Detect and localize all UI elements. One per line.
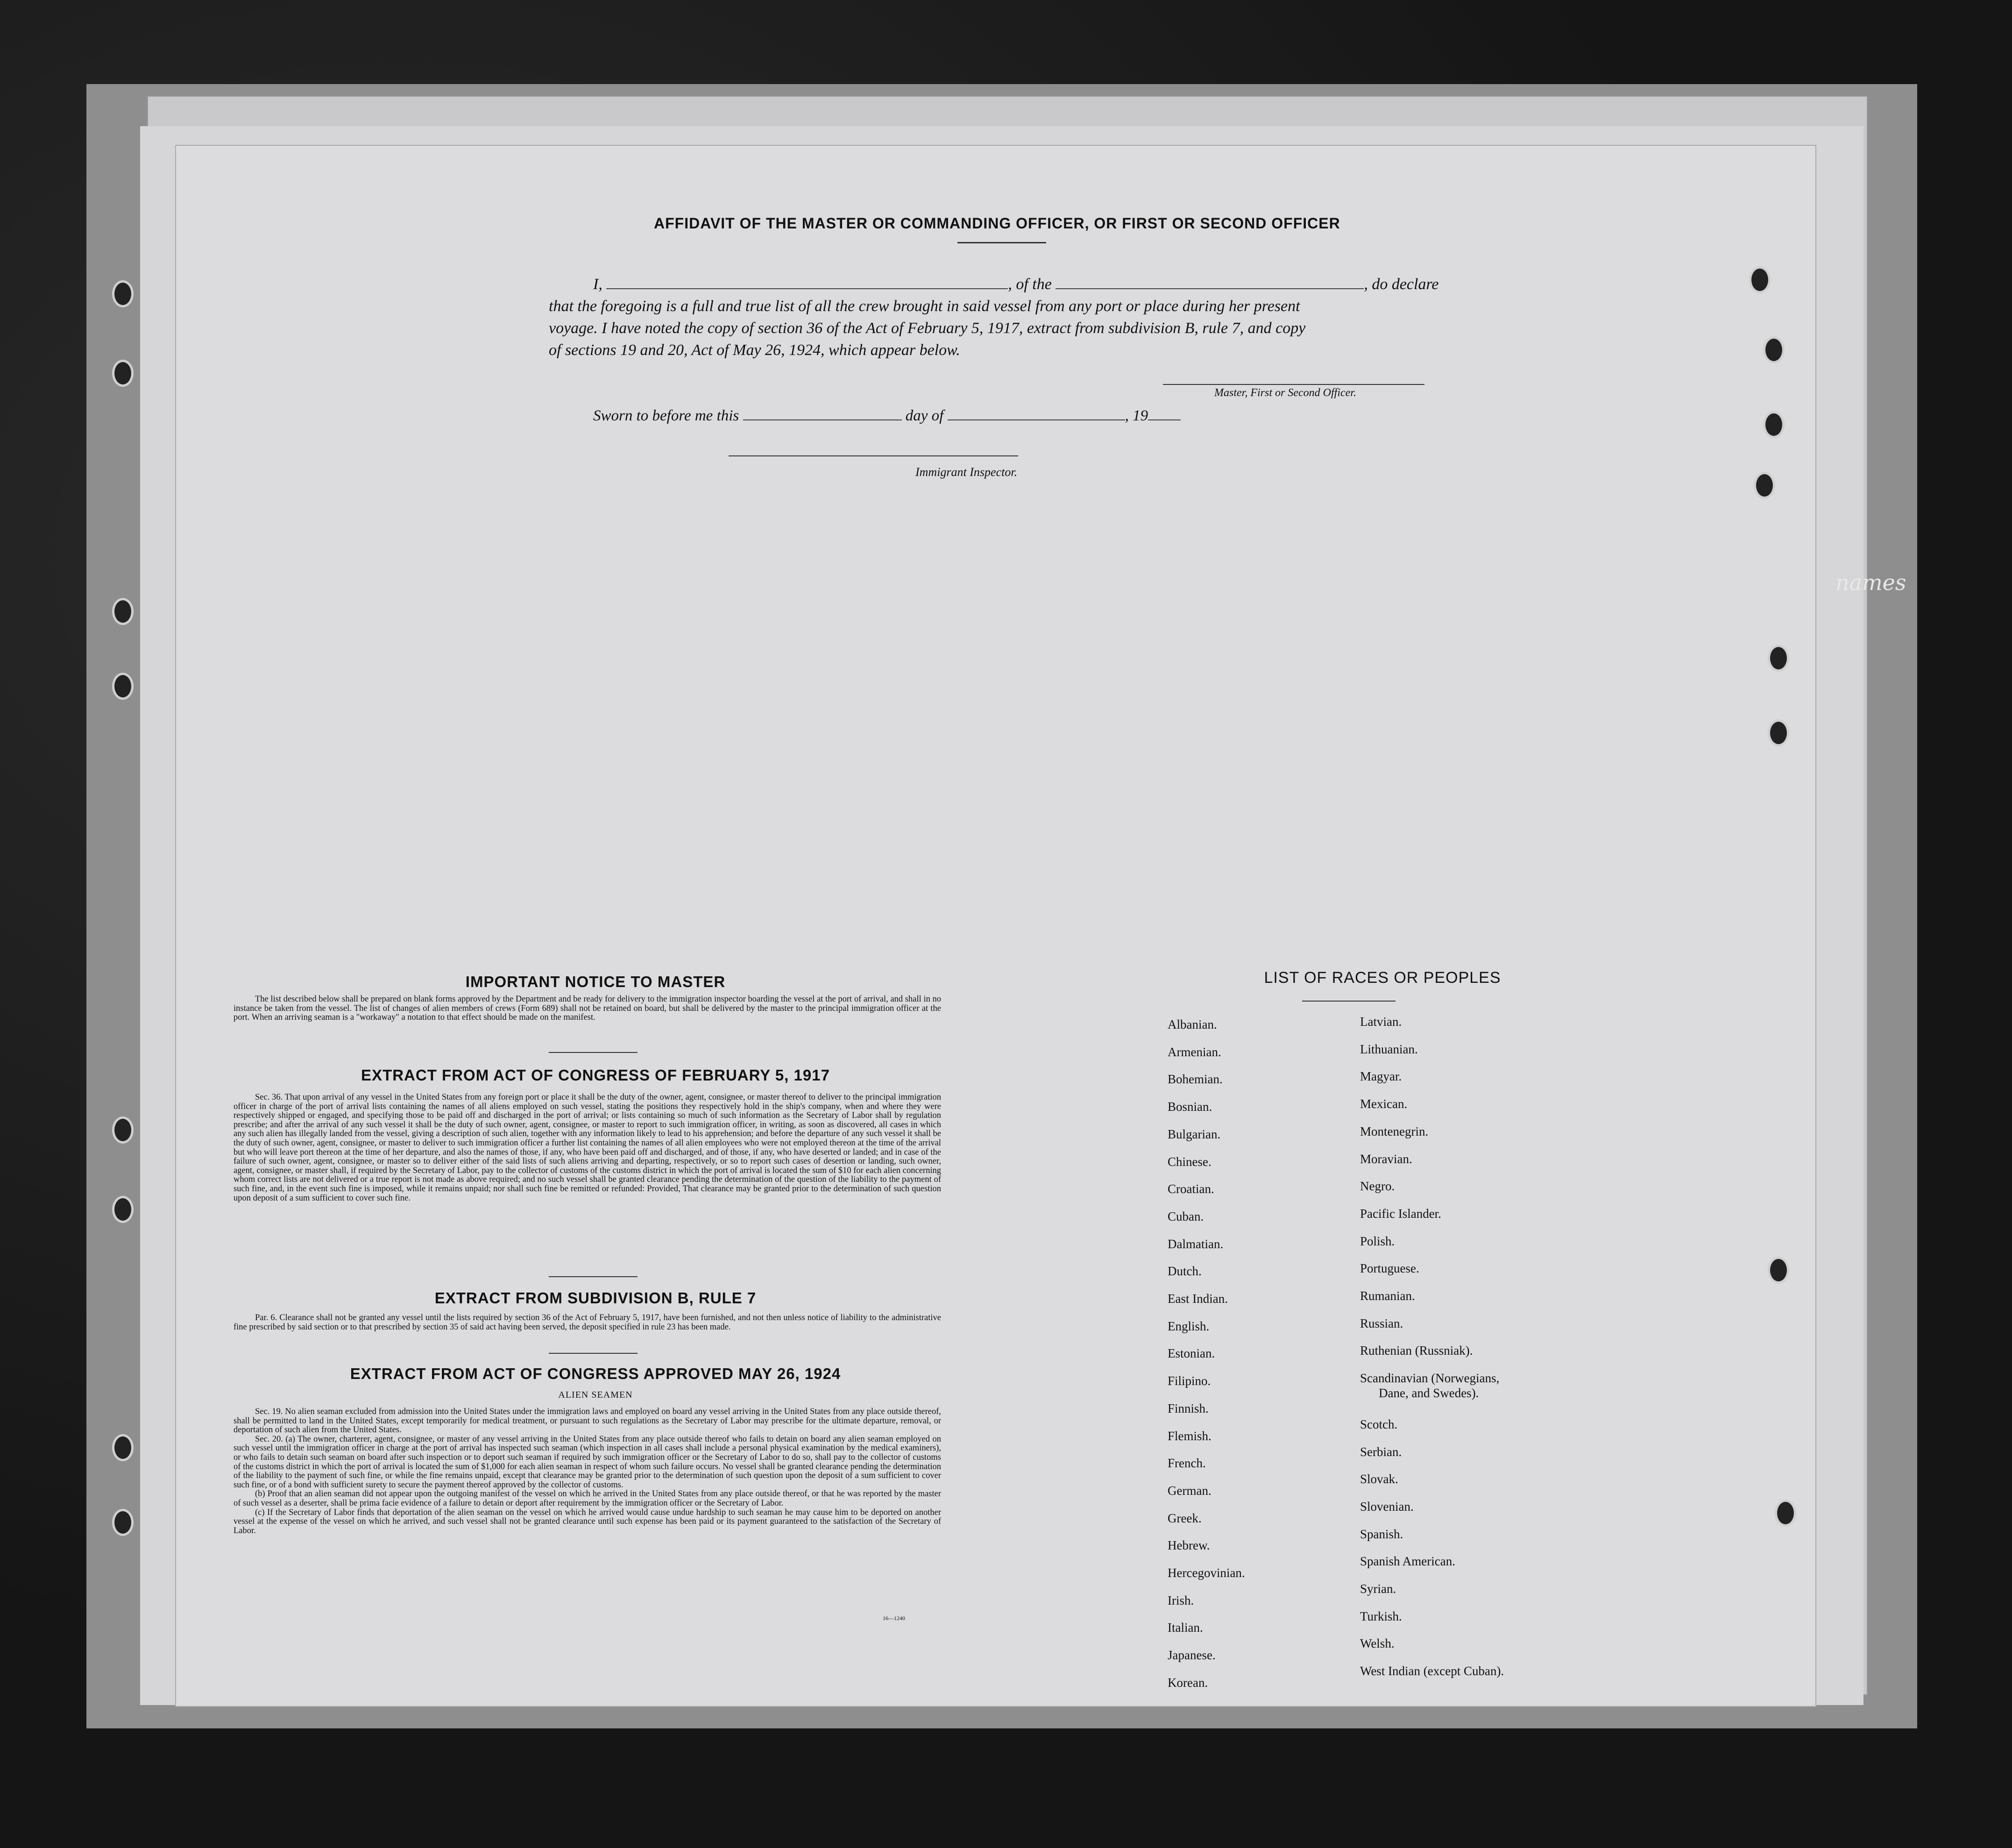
race-item: Japanese. <box>1168 1648 1216 1663</box>
race-item: Chinese. <box>1168 1154 1211 1169</box>
race-item: East Indian. <box>1168 1292 1228 1306</box>
sworn-line <box>593 407 1181 425</box>
punch-hole <box>1749 266 1771 293</box>
race-item: Armenian. <box>1168 1045 1221 1059</box>
extract-1924-body <box>234 1407 941 1535</box>
master-signature-line[interactable] <box>1163 384 1424 385</box>
declaration-i: I, <box>593 276 602 293</box>
race-item: Estonian. <box>1168 1346 1215 1361</box>
punch-hole <box>112 360 134 387</box>
alien-seamen-subtitle: ALIEN SEAMEN <box>558 1390 633 1400</box>
form-number: 16—1240 <box>883 1615 905 1621</box>
race-item: Flemish. <box>1168 1429 1211 1443</box>
punch-hole <box>112 1196 134 1223</box>
extract-1917-body: Sec. 36. That upon arrival of any vessel in the United States from any foreign port or place it shall be the duty of the owner, agent, consignee, or master thereof to deliver to the principal immigration officer in charge of the port of arrival lists containing the names of all aliens employed on such vessel, stating the positions they respectively hold in the ship's company, when and where they were respectively shipped or engaged, and specifying those to be paid off and discharged in the port of arrival; or lists containing so much of such information as the Secretary of Labor shall by regulation prescribe; and after the arrival of any such vessel it shall be the duty of such owner, agent, consignee, or master to report to such immigration officer, in writing, as soon as discovered, all cases in which any such alien has illegally landed from the vessel, giving a description of such alien, together with any information likely to lead to his apprehension; and before the departure of any such vessel it shall be the duty of such owner, agent, consignee, or master to deliver to such immigration officer a further list containing the names of all alien employees who were not employed thereon at the time of the arrival but who will leave port thereon at the time of her departure, and also the names of those, if any, who have been paid off and discharged, and of those, if any, who have deserted or landed; and in case of the failure of such owner, agent, consignee, or master so to deliver either of the said lists of such aliens arriving and departing, respectively, or so to report such cases of desertion or landing, such owner, agent, consignee, or master shall, if required by the Secretary of Labor, pay to the collector of customs of the customs district in which the port of arrival is located the sum of $10 for each alien concerning whom correct lists are not delivered or a true report is not made as above required; and no such vessel shall be granted clearance pending the determination of the question of the liability to the payment of such fine, and, in the event such fine is imposed, while it remains unpaid; nor shall such fine be remitted or refunded: Provided, That clearance may be granted prior to the determination of such question upon deposit of a sum sufficient to cover such fine. <box>234 1093 941 1203</box>
race-item: Dalmatian. <box>1168 1237 1224 1251</box>
race-item: Portuguese. <box>1360 1261 1419 1276</box>
sworn-day-field[interactable] <box>743 419 902 420</box>
punch-hole <box>112 598 134 625</box>
race-item: Bosnian. <box>1168 1100 1212 1114</box>
race-item: Korean. <box>1168 1675 1208 1690</box>
punch-hole <box>1768 1257 1789 1284</box>
affidavit-title: AFFIDAVIT OF THE MASTER OR COMMANDING OFFICER, OR FIRST OR SECOND OFFICER <box>654 215 1340 232</box>
race-item: Lithuanian. <box>1360 1042 1418 1056</box>
race-item: Hercegovinian. <box>1168 1566 1245 1580</box>
sec-20b-text: (b) Proof that an alien seaman did not appear upon the outgoing manifest of the vessel on which he arrived in the United States from any place outside thereof, or that he was reported by the master of such vessel as a deserter, shall be prima facie evidence of a failure to detain or deport after requirement by the immigration officer or the Secretary of Labor. <box>234 1489 941 1508</box>
declaration-do-declare: , do declare <box>1364 276 1439 293</box>
race-item: Bohemian. <box>1168 1072 1223 1087</box>
extract-1917-title: EXTRACT FROM ACT OF CONGRESS OF FEBRUARY 5, 1917 <box>361 1066 830 1084</box>
race-item: Slovenian. <box>1360 1499 1414 1514</box>
race-item: Albanian. <box>1168 1017 1217 1031</box>
race-item: Italian. <box>1168 1621 1203 1635</box>
race-item: Irish. <box>1168 1593 1194 1607</box>
declaration-line: voyage. I have noted the copy of section 36 of the Act of February 5, 1917, extract from subdivision B, rule 7, and copy <box>549 320 1306 337</box>
race-item: Spanish. <box>1360 1527 1403 1541</box>
extract-1924-title: EXTRACT FROM ACT OF CONGRESS APPROVED MAY 26, 1924 <box>350 1365 841 1382</box>
margin-handwriting: names <box>1835 570 1906 595</box>
race-item: West Indian (except Cuban). <box>1360 1664 1504 1678</box>
race-item: Serbian. <box>1360 1444 1402 1459</box>
race-item: Rumanian. <box>1360 1289 1415 1303</box>
race-item: Spanish American. <box>1360 1554 1455 1569</box>
sec-20c-text: (c) If the Secretary of Labor finds that deportation of the alien seaman on the vessel on which he arrived would cause undue hardship to such seaman he may cause him to be deported on another vessel at the expense of the vessel on which he arrived, and such vessel shall not be granted clearance until such expense has been paid or its payment guaranteed to the satisfaction of the Secretary of Labor. <box>234 1507 941 1535</box>
race-item: Slovak. <box>1360 1472 1398 1486</box>
sworn-label: Sworn to before me this <box>593 407 739 424</box>
punch-hole <box>1763 411 1785 438</box>
divider <box>957 242 1046 243</box>
race-item: Scandinavian (Norwegians, <box>1360 1371 1500 1386</box>
subdivision-b-title: EXTRACT FROM SUBDIVISION B, RULE 7 <box>434 1289 757 1307</box>
vessel-name-field[interactable] <box>1056 288 1364 289</box>
punch-hole <box>1775 1500 1796 1527</box>
notice-body: The list described below shall be prepared on blank forms approved by the Department and be ready for delivery to the immigration inspector boarding the vessel at the port of arrival, and shall in no instance be taken from the vessel. The list of changes of alien members of crews (Form 689) shall not be retained on board, but shall be delivered by the master to the principal immigration officer at the port. When an arriving seaman is a "workaway" a notation to that effect should be made on the manifest. <box>234 995 941 1023</box>
race-item: Scotch. <box>1360 1417 1398 1431</box>
declaration-text <box>549 273 1459 361</box>
sec-20a-text: Sec. 20. (a) The owner, charterer, agent, consignee, or master of any vessel arriving in the United States from any place outside thereof who fails to detain on board any alien seaman employed on such vessel until the immigration officer in charge at the port of arrival has inspected such seaman (which inspection in all cases shall include a personal physical examination by the medical examiners), or who fails to detain such seaman on board after such inspection or to deport such seaman if required by such immigration officer or the Secretary of Labor to do so, shall pay to the collector of customs of the customs district in which the port of arrival is located the sum of $1,000 for each alien seaman in respect of whom such failure occurs. No vessel shall be granted clearance pending the determination of the liability to the payment of such fine, or while the fine remains unpaid, except that clearance may be granted prior to the determination of such question upon the deposit of a sum sufficient to cover such fine, or of a bond with sufficient surety to secure the payment thereof approved by the collector of customs. <box>234 1434 941 1490</box>
divider <box>549 1276 638 1277</box>
race-item: German. <box>1168 1483 1211 1498</box>
race-item: Welsh. <box>1360 1636 1395 1651</box>
punch-hole <box>112 1509 134 1536</box>
divider <box>1302 1001 1396 1002</box>
race-item: Magyar. <box>1360 1069 1402 1084</box>
divider <box>549 1052 638 1053</box>
declaration-line: that the foregoing is a full and true list of all the crew brought in said vessel from any port or place during her present <box>549 298 1300 315</box>
race-item: English. <box>1168 1319 1210 1333</box>
punch-hole <box>112 280 134 307</box>
race-item: Filipino. <box>1168 1374 1211 1388</box>
punch-hole <box>112 1434 134 1461</box>
race-item: Dutch. <box>1168 1264 1202 1279</box>
races-title: LIST OF RACES OR PEOPLES <box>1264 969 1501 987</box>
race-item: Latvian. <box>1360 1015 1402 1029</box>
race-item: Syrian. <box>1360 1582 1396 1596</box>
race-item: Moravian. <box>1360 1151 1412 1166</box>
punch-hole <box>112 673 134 700</box>
sworn-month-field[interactable] <box>948 419 1125 420</box>
race-item: Croatian. <box>1168 1182 1214 1196</box>
inspector-signature-label: Immigrant Inspector. <box>915 465 1018 479</box>
punch-hole <box>1763 336 1785 363</box>
punch-hole <box>1754 472 1775 499</box>
declaration-of-the: , of the <box>1008 276 1052 293</box>
punch-hole <box>1768 719 1789 746</box>
race-item: Polish. <box>1360 1234 1395 1248</box>
race-item: Dane, and Swedes). <box>1379 1386 1479 1400</box>
race-item: Greek. <box>1168 1511 1202 1525</box>
notice-title: IMPORTANT NOTICE TO MASTER <box>465 973 726 990</box>
inspector-signature-line[interactable] <box>729 455 1018 456</box>
day-of-label: day of <box>905 407 944 424</box>
race-item: Montenegrin. <box>1360 1124 1429 1138</box>
declaration-line: of sections 19 and 20, Act of May 26, 1924, which appear below. <box>549 341 960 359</box>
master-signature-label: Master, First or Second Officer. <box>1214 387 1356 399</box>
divider <box>549 1353 638 1354</box>
year-label: , 19 <box>1125 407 1148 424</box>
punch-hole <box>1768 645 1789 672</box>
race-item: Mexican. <box>1360 1097 1408 1111</box>
punch-hole <box>112 1116 134 1144</box>
race-item: Ruthenian (Russniak). <box>1360 1343 1473 1358</box>
race-item: Finnish. <box>1168 1401 1209 1415</box>
race-item: Negro. <box>1360 1179 1395 1194</box>
race-item: Hebrew. <box>1168 1538 1210 1553</box>
race-item: Pacific Islander. <box>1360 1206 1441 1221</box>
race-item: Cuban. <box>1168 1209 1204 1223</box>
sec-19-text: Sec. 19. No alien seaman excluded from admission into the United States under the immigration laws and employed on board any vessel arriving in the United States from any place outside thereof, shall be permitted to land in the United States, except temporarily for medical treatment, or pursuant to such regulations as the Secretary of Labor may prescribe for the ultimate departure, removal, or deportation of such alien from the United States. <box>234 1407 941 1435</box>
race-item: French. <box>1168 1456 1206 1471</box>
subdivision-b-body: Par. 6. Clearance shall not be granted any vessel until the lists required by section 36 of the Act of February 5, 1917, have been furnished, and not then unless notice of liability to the administrative fine prescribed by said section or to that prescribed by section 35 of said act having been served, the deposit specified in rule 23 has been made. <box>234 1313 941 1332</box>
race-item: Bulgarian. <box>1168 1127 1221 1141</box>
officer-name-field[interactable] <box>606 288 1008 289</box>
sworn-year-field[interactable] <box>1148 419 1181 420</box>
race-item: Russian. <box>1360 1316 1403 1330</box>
race-item: Turkish. <box>1360 1609 1402 1623</box>
